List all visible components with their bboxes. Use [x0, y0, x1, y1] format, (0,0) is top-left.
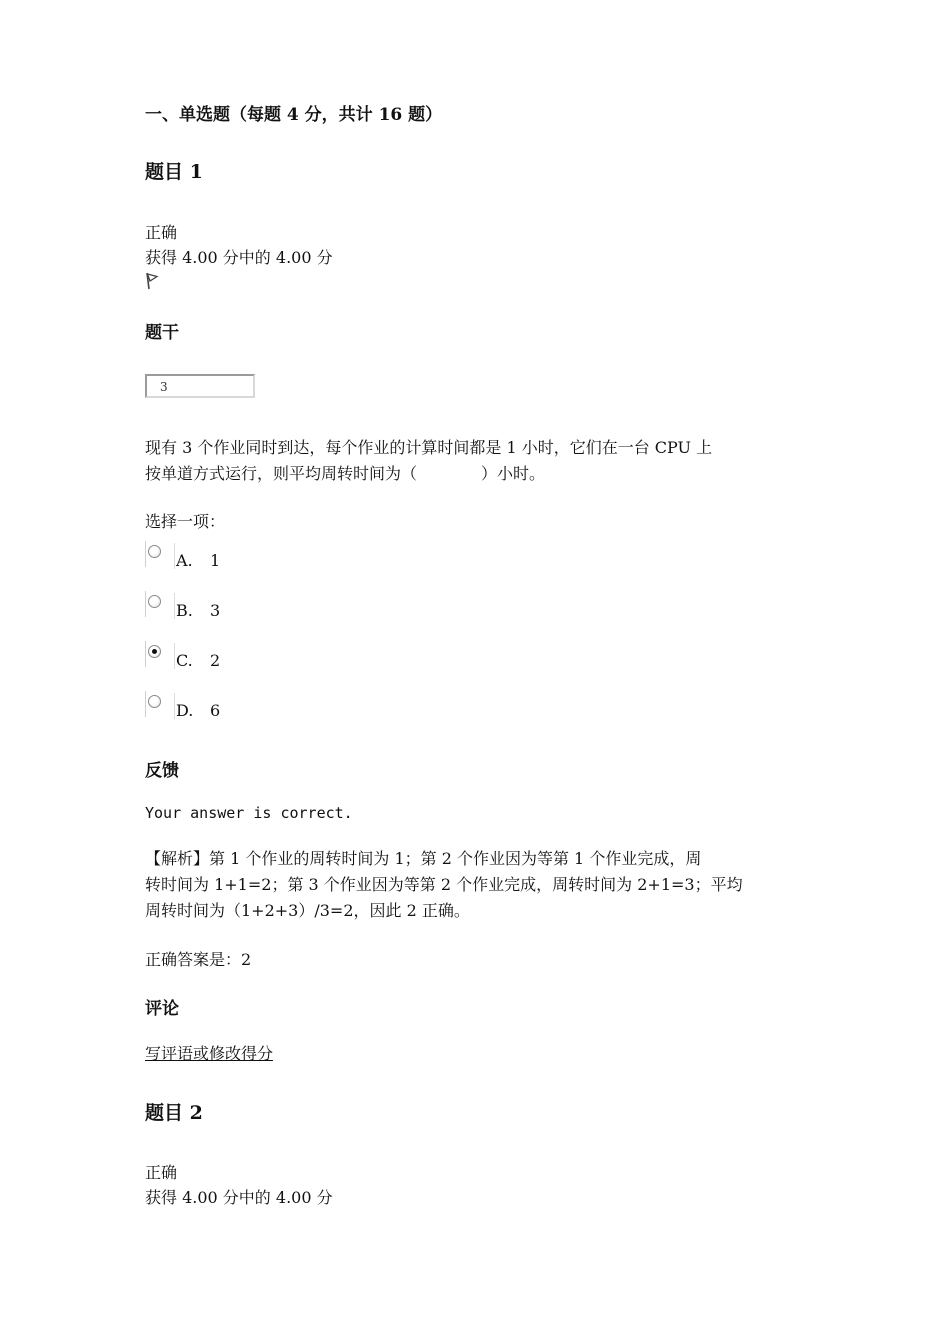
flag-icon[interactable] — [145, 272, 159, 290]
option-c-letter: C. — [176, 651, 193, 670]
question-text-line-1: 现有 3 个作业同时到达，每个作业的计算时间都是 1 小时，它们在一台 CPU 上 — [145, 438, 713, 457]
analysis-line-3: 周转时间为（1+2+3）/3=2，因此 2 正确。 — [145, 901, 470, 920]
question-1-score: 获得 4.00 分中的 4.00 分 — [145, 248, 333, 267]
radio-button-b[interactable] — [148, 595, 161, 608]
option-b-letter: B. — [176, 601, 193, 620]
option-a-value: 1 — [210, 551, 221, 570]
analysis-line-1: 【解析】第 1 个作业的周转时间为 1；第 2 个作业因为等第 1 个作业完成，周 — [145, 849, 702, 868]
feedback-text: Your answer is correct. — [145, 804, 353, 822]
section-title: 一、单选题（每题 4 分，共计 16 题） — [145, 105, 443, 125]
choose-prompt: 选择一项： — [145, 512, 226, 531]
option-d-letter: D. — [176, 701, 194, 720]
question-2-status: 正确 — [145, 1163, 178, 1182]
question-2-score: 获得 4.00 分中的 4.00 分 — [145, 1188, 333, 1207]
question-text — [145, 435, 805, 487]
stem-heading: 题干 — [145, 323, 179, 343]
comment-link[interactable]: 写评语或修改得分 — [145, 1044, 274, 1063]
question-1-title: 题目 1 — [145, 161, 203, 183]
question-1-status: 正确 — [145, 223, 178, 242]
feedback-heading: 反馈 — [145, 761, 179, 781]
option-b-value: 3 — [210, 601, 221, 620]
radio-button-d[interactable] — [148, 695, 161, 708]
comment-heading: 评论 — [145, 999, 179, 1019]
radio-button-c[interactable] — [148, 645, 161, 658]
question-number-box: 3 — [145, 374, 255, 398]
question-2-title: 题目 2 — [145, 1102, 203, 1124]
radio-button-a[interactable] — [148, 545, 161, 558]
option-d-value: 6 — [210, 701, 221, 720]
option-c-value: 2 — [210, 651, 221, 670]
analysis-text — [145, 846, 805, 924]
question-text-line-2: 按单道方式运行，则平均周转时间为（ ）小时。 — [145, 464, 546, 483]
option-a-letter: A. — [176, 551, 193, 570]
correct-answer: 正确答案是：2 — [145, 950, 252, 969]
analysis-line-2: 转时间为 1+1=2；第 3 个作业因为等第 2 个作业完成，周转时间为 2+1=3；平均 — [145, 875, 743, 894]
